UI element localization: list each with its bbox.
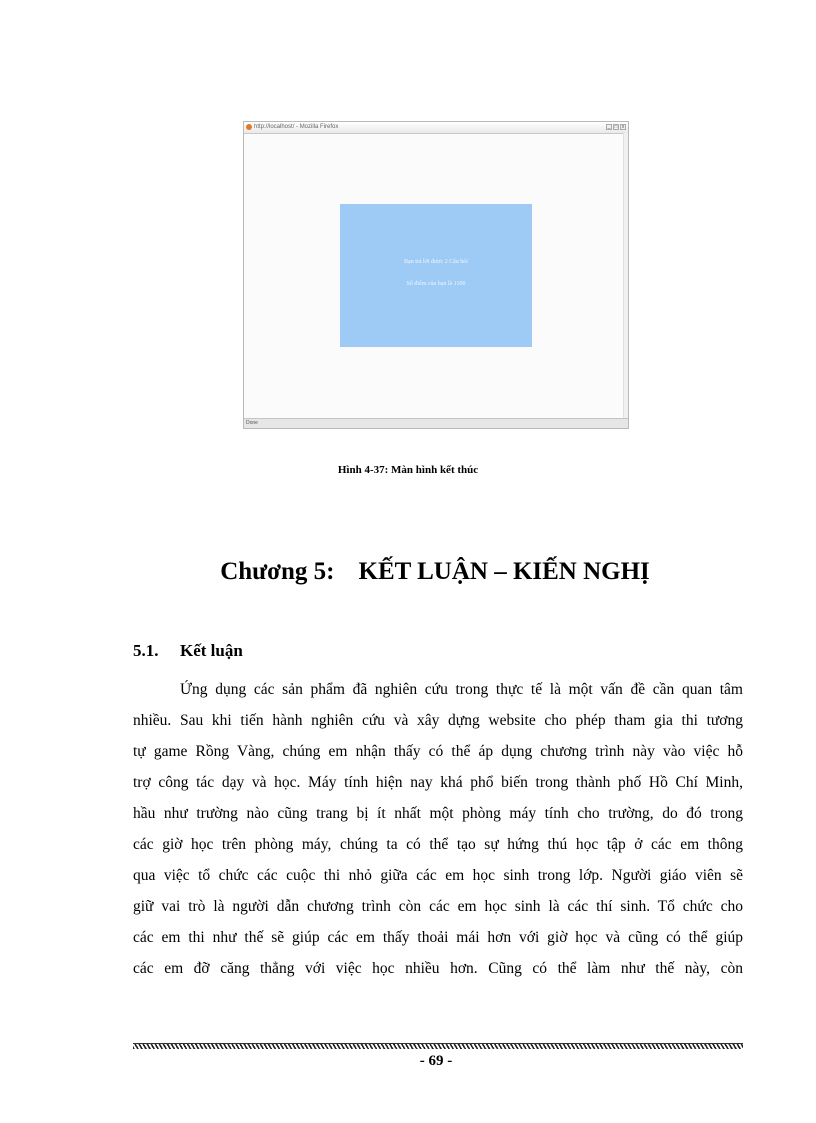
chapter-number: Chương 5: [220, 558, 335, 585]
paragraph-line: giữ vai trò là người dẫn chương trình còn các em học sinh là các thí sinh. Tổ chức cho [133, 898, 743, 915]
paragraph-line: tự game Rồng Vàng, chúng em nhận thấy có thể áp dụng chương trình này vào việc hỗ [133, 743, 743, 760]
maximize-icon: □ [614, 124, 618, 130]
paragraph-line: hầu như trường nào cũng trang bị ít nhất một phòng máy tính cho trường, do đó trong [133, 805, 743, 822]
status-text: Done [246, 420, 258, 426]
browser-statusbar [244, 418, 628, 428]
result-score-text: Số điểm của bạn là 1100 [406, 281, 466, 287]
paragraph-line: trợ công tác dạy và học. Máy tính hiện nay khá phổ biến trong thành phố Hồ Chí Minh, [133, 774, 743, 791]
section-number: 5.1. [133, 641, 159, 660]
browser-titlebar [244, 122, 628, 134]
paragraph-line: Ứng dụng các sản phẩm đã nghiên cứu trong thực tế là một vấn đề cần quan tâm [180, 681, 743, 698]
paragraph-line: qua việc tổ chức các cuộc thi nhỏ giữa các em học sinh trong lớp. Người giáo viên sẽ [133, 867, 743, 884]
minimize-icon: _ [607, 124, 611, 130]
section-heading [133, 641, 243, 661]
section-title: Kết luận [180, 641, 243, 660]
footer-divider [133, 1043, 743, 1049]
close-icon: x [621, 124, 625, 130]
chapter-heading [0, 558, 816, 586]
paragraph-line: các giờ học trên phòng máy, chúng ta có thể tạo sự hứng thú học tập ở các em thông [133, 836, 743, 853]
paragraph-line: các em đỡ căng thẳng với việc học nhiều hơn. Cũng có thể làm như thế này, còn [133, 960, 743, 977]
result-panel [340, 204, 532, 347]
browser-scrollbar [623, 133, 628, 419]
browser-window-title: http://localhost/ - Mozilla Firefox [254, 124, 339, 130]
paragraph-line: nhiều. Sau khi tiến hành nghiên cứu và xây dựng website cho phép tham gia thi tương [133, 712, 743, 729]
figure-caption: Hình 4-37: Màn hình kết thúc [337, 464, 479, 476]
firefox-logo-icon [246, 124, 252, 130]
chapter-title: KẾT LUẬN – KIẾN NGHỊ [358, 558, 650, 585]
result-answers-text: Bạn trả lời được 2 Câu hỏi [404, 259, 468, 265]
paragraph-line: các em thi như thế sẽ giúp các em thấy thoải mái hơn với giờ học và cũng có thể giúp [133, 929, 743, 946]
figure-screenshot [243, 121, 629, 429]
body-paragraph [133, 674, 743, 984]
window-controls [606, 124, 626, 130]
page-number: - 69 - [419, 1053, 453, 1069]
